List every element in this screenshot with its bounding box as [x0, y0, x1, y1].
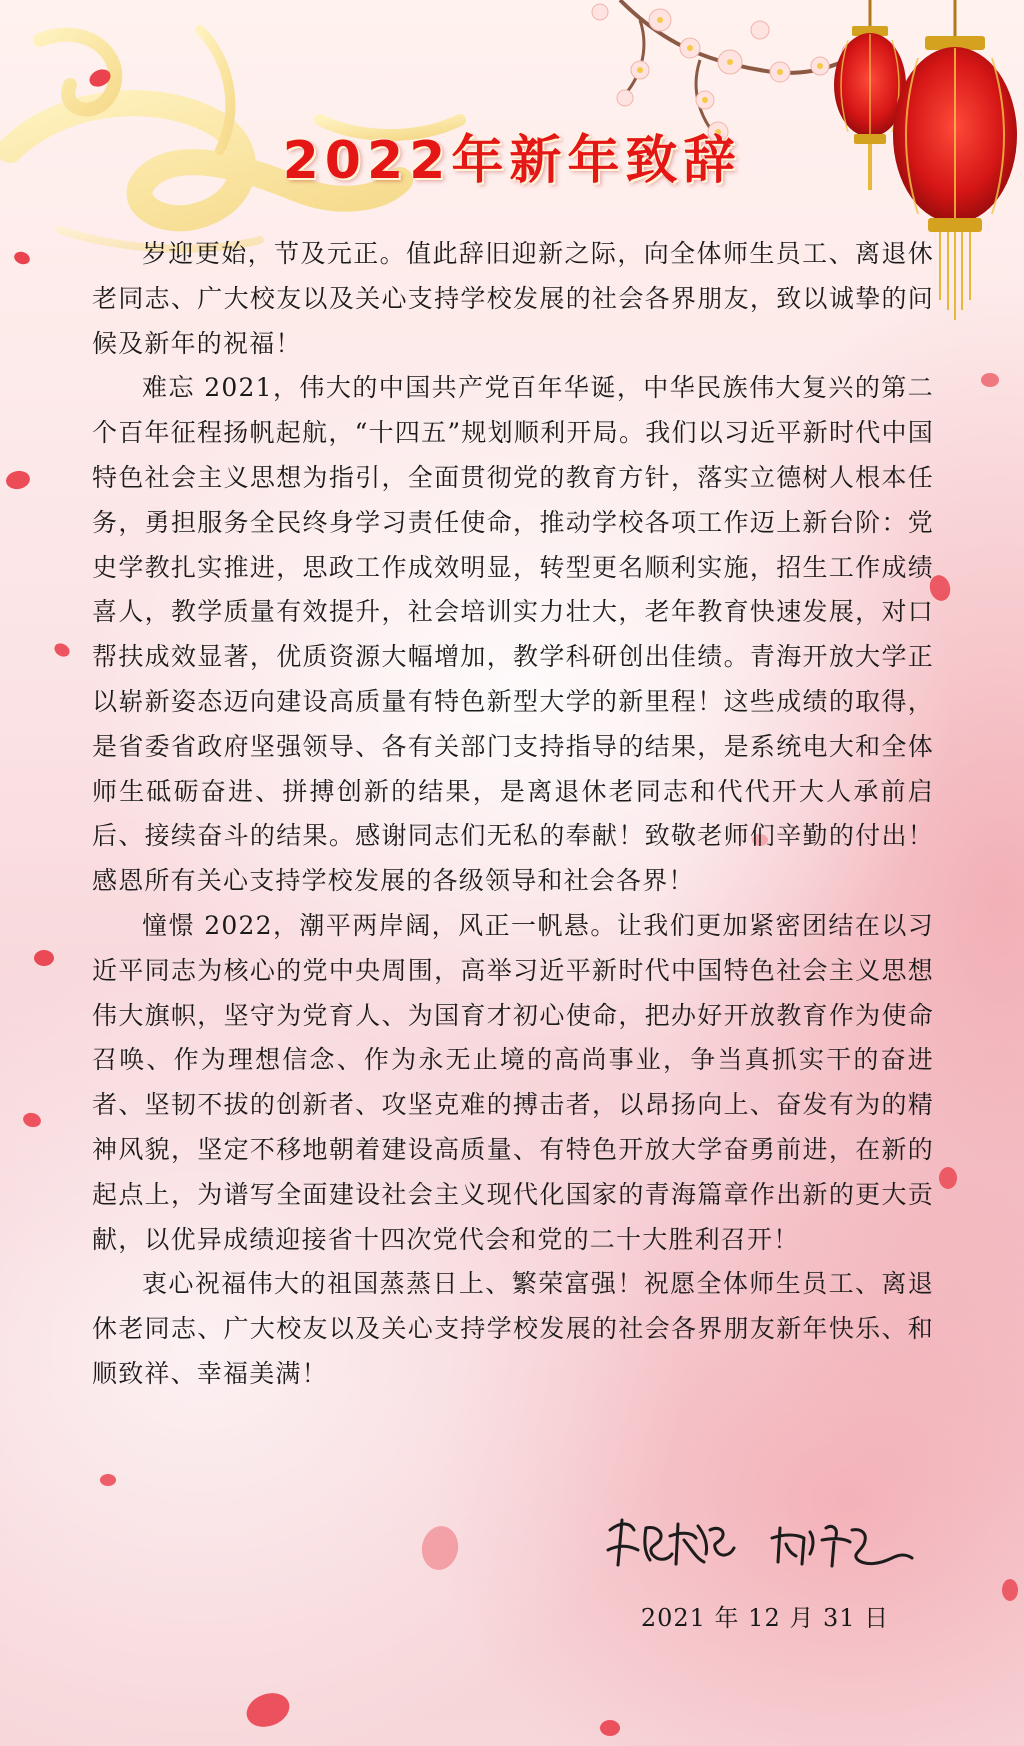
- page-title: 2022年新年致辞: [282, 131, 742, 191]
- paragraph: 衷心祝福伟大的祖国蒸蒸日上、繁荣富强！祝愿全体师生员工、离退休老同志、广大校友以及关心支持学校发展的社会各界朋友新年快乐、和顺致祥、幸福美满！: [92, 1269, 934, 1388]
- letter-date: 2021 年 12 月 31 日: [640, 1604, 890, 1632]
- paragraph: 难忘 2021，伟大的中国共产党百年华诞，中华民族伟大复兴的第二个百年征程扬帆起航，“十四五”规划顺利开局。我们以习近平新时代中国特色社会主义思想为指引，全面贯彻党的教育方针，落实立德树人根本任务，勇担服务全民终身学习责任使命，推动学校各项工作迈上新台阶：党史学教扎实推进，思政工作成效明显，转型更名顺利实施，招生工作成绩喜人，教学质量有效提升，社会培训实力壮大，老年教育快速发展，对口帮扶成效显著，优质资源大幅增加，教学科研创出佳绩。青海开放大学正以崭新姿态迈向建设高质量有特色新型大学的新里程！这些成绩的取得，是省委省政府坚强领导、各有关部门支持指导的结果，是系统电大和全体师生砥砺奋进、拼搏创新的结果，是离退休老同志和代代开大人承前启后、接续奋斗的结果。感谢同志们无私的奉献！致敬老师们辛勤的付出！感恩所有关心支持学校发展的各级领导和社会各界！: [92, 373, 934, 896]
- paragraph: 岁迎更始，节及元正。值此辞旧迎新之际，向全体师生员工、离退休老同志、广大校友以及关心支持学校发展的社会各界朋友，致以诚挚的问候及新年的祝福！: [92, 239, 934, 358]
- greeting-body: [92, 232, 934, 1397]
- handwritten-signature: [600, 1510, 930, 1580]
- paragraph: 憧憬 2022，潮平两岸阔，风正一帆悬。让我们更加紧密团结在以习近平同志为核心的党中央周围，高举习近平新时代中国特色社会主义思想伟大旗帜，坚守为党育人、为国育才初心使命，把办好开放教育作为使命召唤、作为理想信念、作为永无止境的高尚事业，争当真抓实干的奋进者、坚韧不拔的创新者、攻坚克难的搏击者，以昂扬向上、奋发有为的精神风貌，坚定不移地朝着建设高质量、有特色开放大学奋勇前进，在新的起点上，为谱写全面建设社会主义现代化国家的青海篇章作出新的更大贡献，以优异成绩迎接省十四次党代会和党的二十大胜利召开！: [92, 910, 934, 1254]
